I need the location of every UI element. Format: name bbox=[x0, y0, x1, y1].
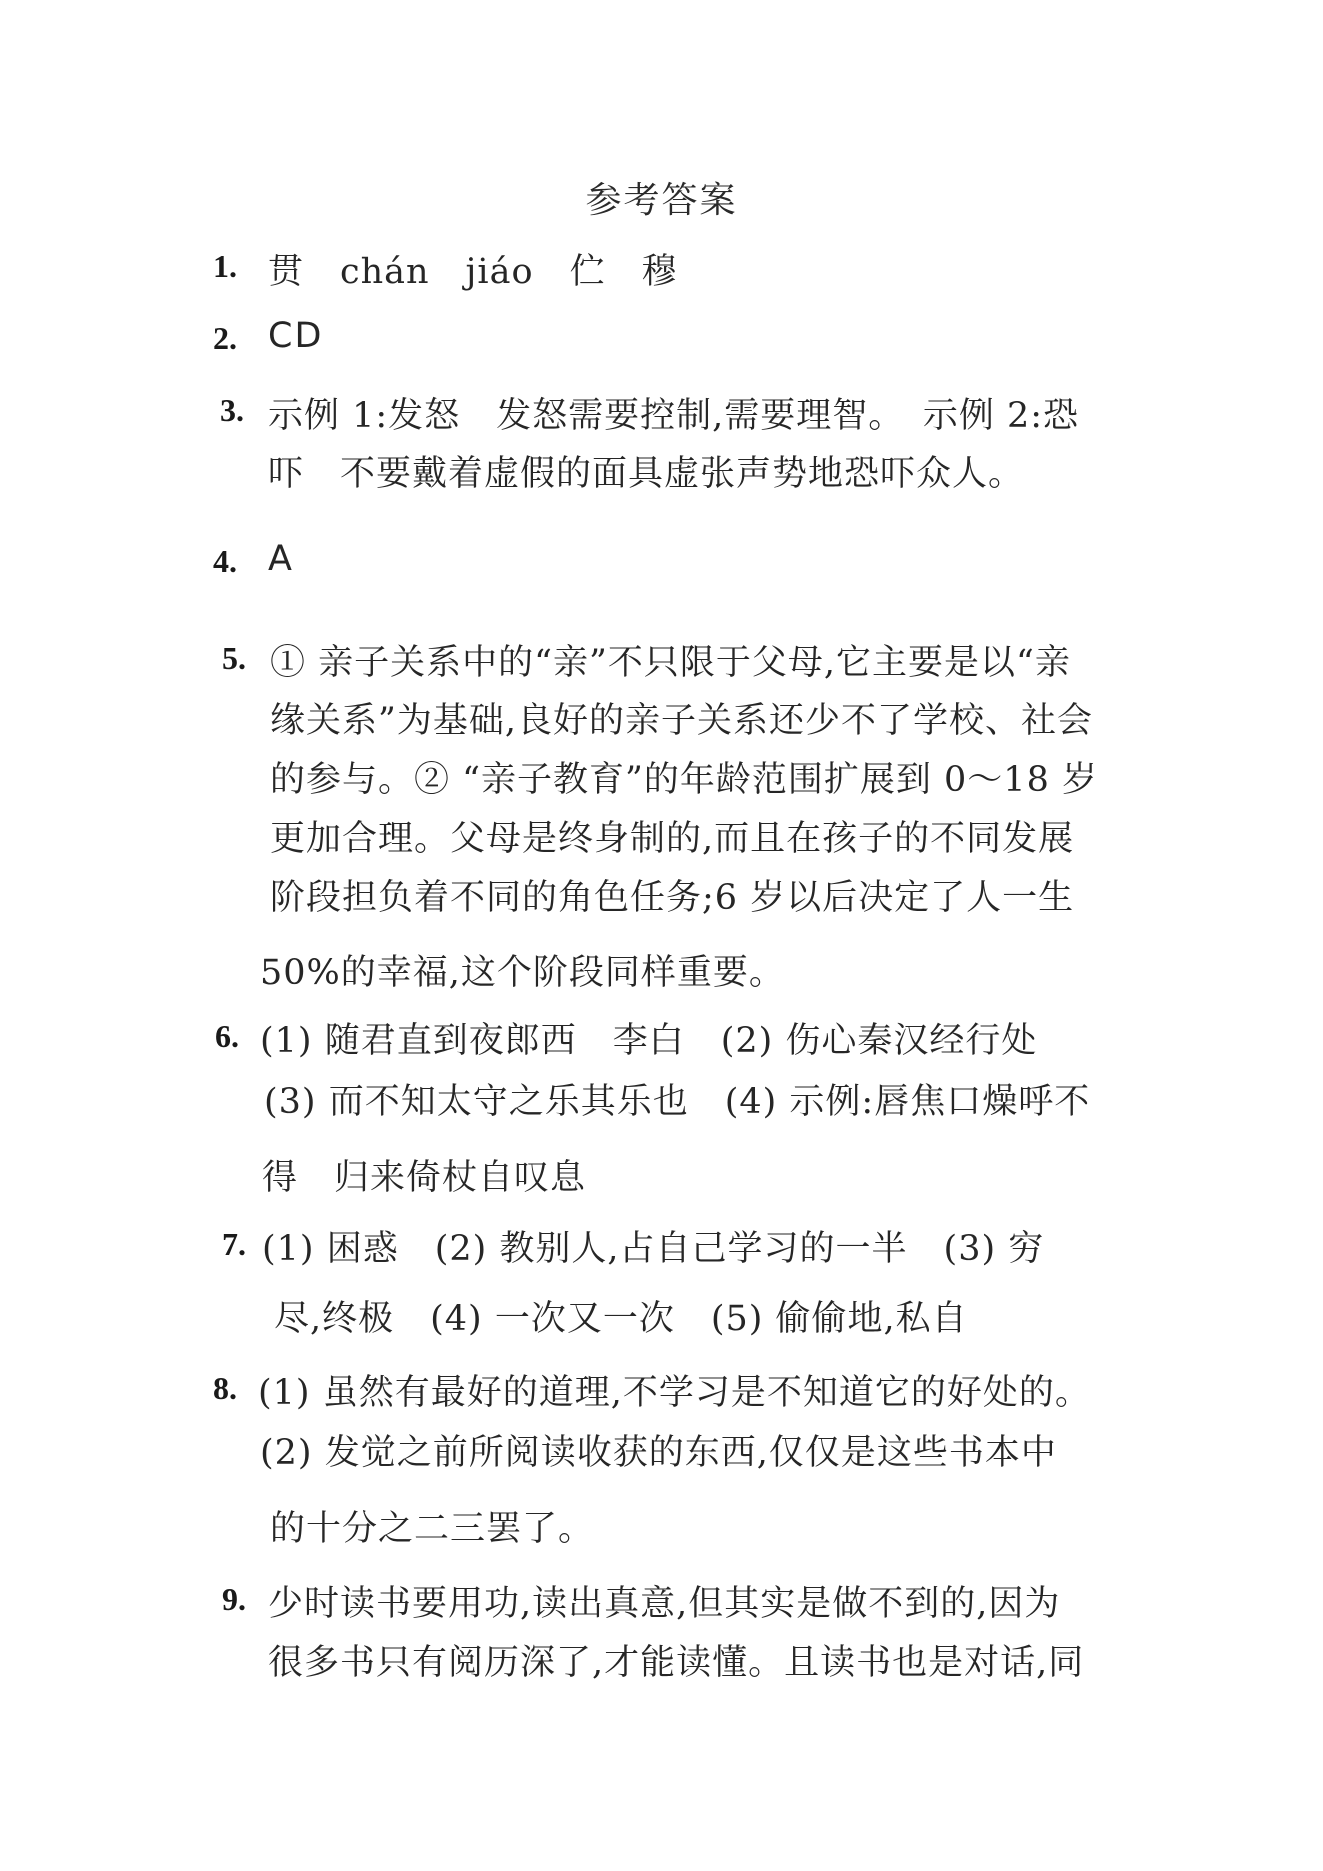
answer-line: CD bbox=[268, 316, 324, 356]
answer-number: 5. bbox=[222, 640, 246, 676]
answer-line: A bbox=[268, 539, 294, 579]
answer-line: 50%的幸福,这个阶段同样重要。 bbox=[260, 953, 785, 993]
answer-line: 阶段担负着不同的角色任务;6 岁以后决定了人一生 bbox=[270, 878, 1075, 918]
answer-line: 尽,终极 (4) 一次又一次 (5) 偷偷地,私自 bbox=[274, 1299, 968, 1339]
answer-line: 贯 chán jiáo 伫 穆 bbox=[268, 252, 678, 292]
answer-number: 7. bbox=[222, 1226, 246, 1262]
answer-number: 9. bbox=[222, 1581, 246, 1617]
answer-number: 1. bbox=[213, 248, 237, 284]
answer-number: 6. bbox=[215, 1018, 239, 1054]
answer-line: ① 亲子关系中的“亲”不只限于父母,它主要是以“亲 bbox=[270, 643, 1071, 683]
answer-line: (1) 虽然有最好的道理,不学习是不知道它的好处的。 bbox=[258, 1373, 1091, 1413]
answer-line: 更加合理。父母是终身制的,而且在孩子的不同发展 bbox=[270, 819, 1075, 859]
answer-line: 吓 不要戴着虚假的面具虚张声势地恐吓众人。 bbox=[268, 454, 1025, 494]
answer-line: 少时读书要用功,读出真意,但其实是做不到的,因为 bbox=[268, 1584, 1061, 1624]
answer-line: (3) 而不知太守之乐其乐也 (4) 示例:唇焦口燥呼不 bbox=[264, 1082, 1091, 1122]
answer-line: 得 归来倚杖自叹息 bbox=[262, 1158, 587, 1198]
answer-line: 示例 1:发怒 发怒需要控制,需要理智。 示例 2:恐 bbox=[268, 396, 1079, 436]
answer-line: 很多书只有阅历深了,才能读懂。且读书也是对话,同 bbox=[268, 1643, 1085, 1683]
answer-line: 缘关系”为基础,良好的亲子关系还少不了学校、社会 bbox=[270, 701, 1094, 741]
page-title: 参考答案 bbox=[585, 180, 738, 221]
answer-line: (1) 随君直到夜郎西 李白 (2) 伤心秦汉经行处 bbox=[260, 1021, 1038, 1061]
answer-number: 8. bbox=[213, 1370, 237, 1406]
answer-line: 的参与。② “亲子教育”的年龄范围扩展到 0～18 岁 bbox=[270, 760, 1098, 800]
answer-line: (1) 困惑 (2) 教别人,占自己学习的一半 (3) 穷 bbox=[262, 1229, 1045, 1269]
answer-line: 的十分之二三罢了。 bbox=[270, 1509, 595, 1549]
answer-line: (2) 发觉之前所阅读收获的东西,仅仅是这些书本中 bbox=[260, 1433, 1057, 1473]
answer-number: 2. bbox=[213, 320, 237, 356]
answer-number: 3. bbox=[220, 392, 244, 428]
answer-number: 4. bbox=[213, 543, 237, 579]
